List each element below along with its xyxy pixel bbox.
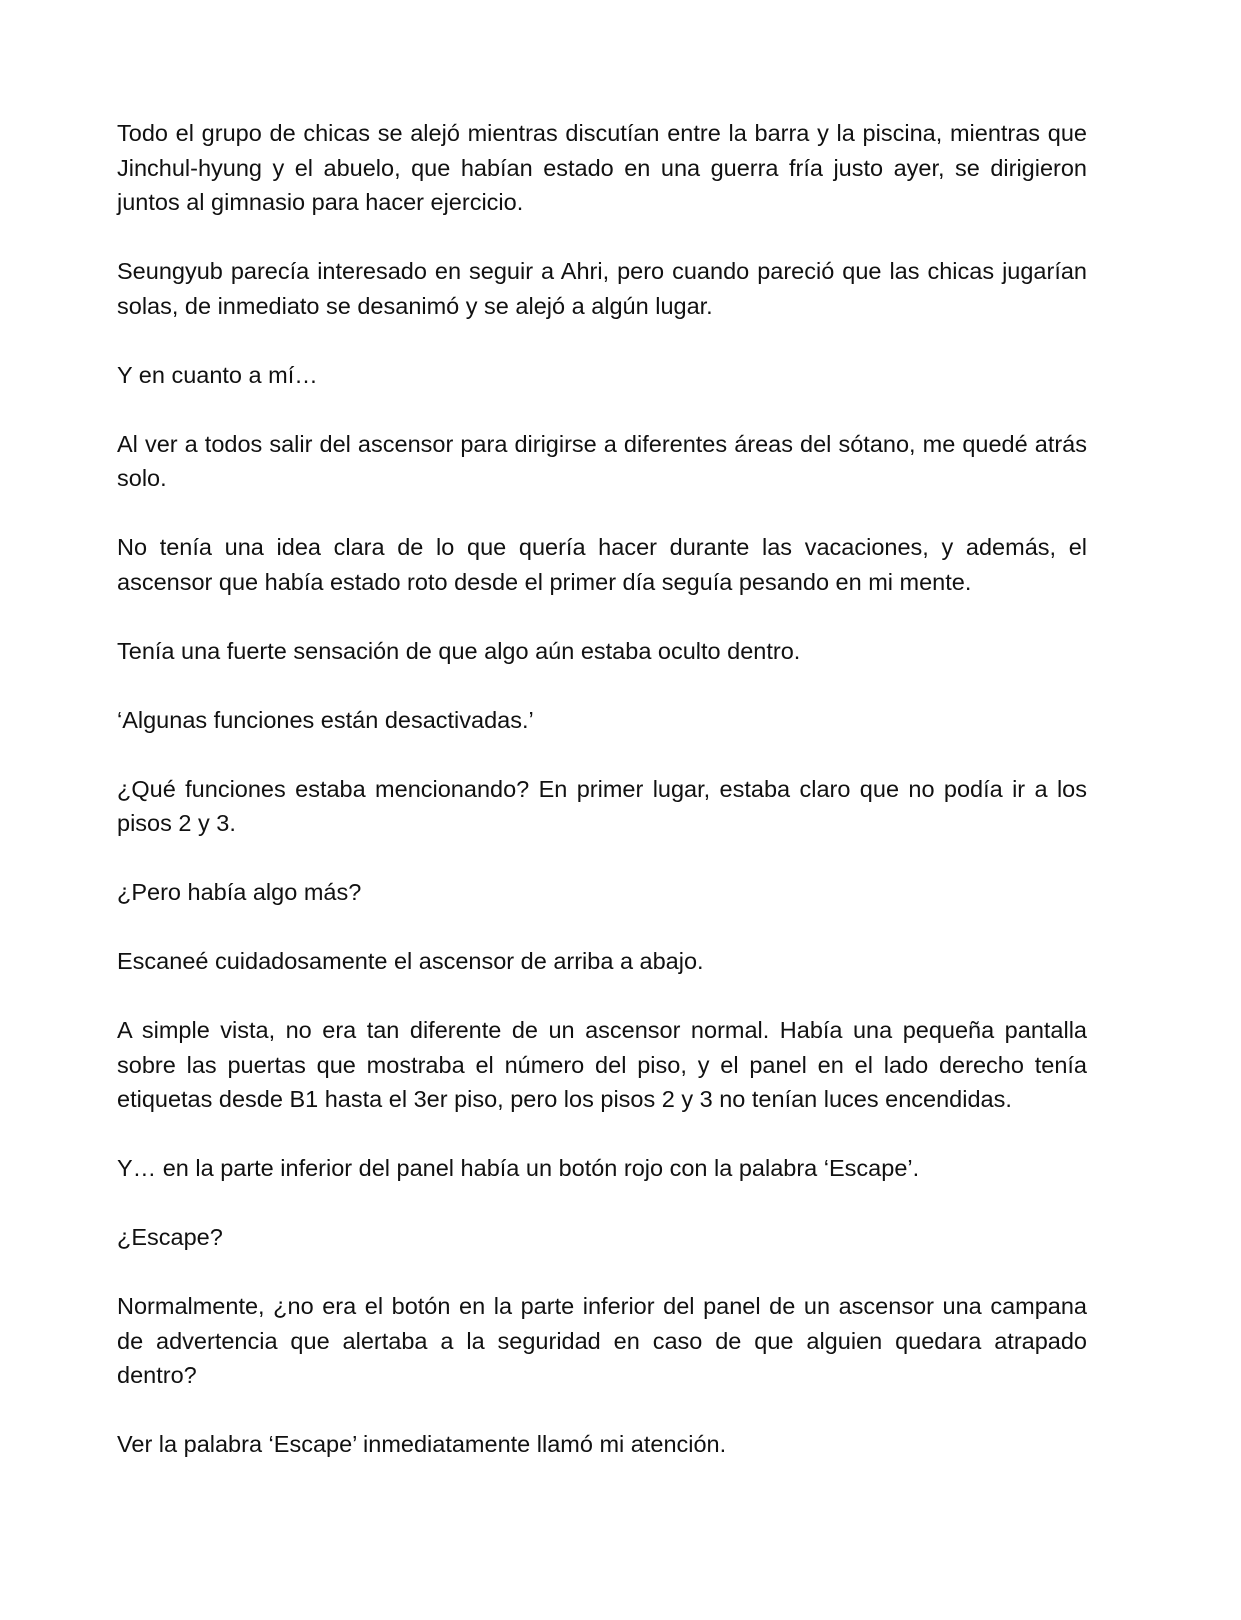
- document-body: [117, 116, 1087, 1496]
- paragraph-13: ¿Escape?: [117, 1224, 223, 1250]
- paragraph-12: Y… en la parte inferior del panel había un botón rojo con la palabra ‘Escape’.: [117, 1155, 920, 1181]
- paragraph-10: Escaneé cuidadosamente el ascensor de arriba a abajo.: [117, 948, 704, 974]
- paragraph-15: Ver la palabra ‘Escape’ inmediatamente llamó mi atención.: [117, 1431, 727, 1457]
- paragraph-4: Al ver a todos salir del ascensor para dirigirse a diferentes áreas del sótano, me quedé atrás solo.: [117, 430, 1087, 491]
- paragraph-5: No tenía una idea clara de lo que quería hacer durante las vacaciones, y además, el ascensor que había estado roto desde el primer día seguía pesando en mi mente.: [117, 534, 1087, 595]
- paragraph-9: ¿Pero había algo más?: [117, 879, 362, 905]
- paragraph-6: Tenía una fuerte sensación de que algo aún estaba oculto dentro.: [117, 637, 801, 664]
- paragraph-8: ¿Qué funciones estaba mencionando? En primer lugar, estaba claro que no podía ir a los pisos 2 y 3.: [117, 775, 1087, 836]
- paragraph-7: ‘Algunas funciones están desactivadas.’: [117, 706, 534, 733]
- paragraph-3: Y en cuanto a mí…: [117, 361, 318, 388]
- paragraph-14: Normalmente, ¿no era el botón en la parte inferior del panel de un ascensor una campana de advertencia que alertaba a la seguridad en caso de que alguien quedara atrapado dentro?: [117, 1293, 1087, 1388]
- paragraph-1: Todo el grupo de chicas se alejó mientras discutían entre la barra y la piscina, mientras que Jinchul-hyung y el abuelo, que habían estado en una guerra fría justo ayer, se dirigieron juntos al gimnasio para hacer ejercicio.: [117, 120, 1087, 215]
- paragraph-2: Seungyub parecía interesado en seguir a Ahri, pero cuando pareció que las chicas jugarían solas, de inmediato se desanimó y se alejó a algún lugar.: [117, 258, 1087, 319]
- paragraph-11: A simple vista, no era tan diferente de un ascensor normal. Había una pequeña pantalla sobre las puertas que mostraba el número del piso, y el panel en el lado derecho tenía etiquetas desde B1 hasta el 3er piso, pero los pisos 2 y 3 no tenían luces encendidas.: [117, 1017, 1087, 1112]
